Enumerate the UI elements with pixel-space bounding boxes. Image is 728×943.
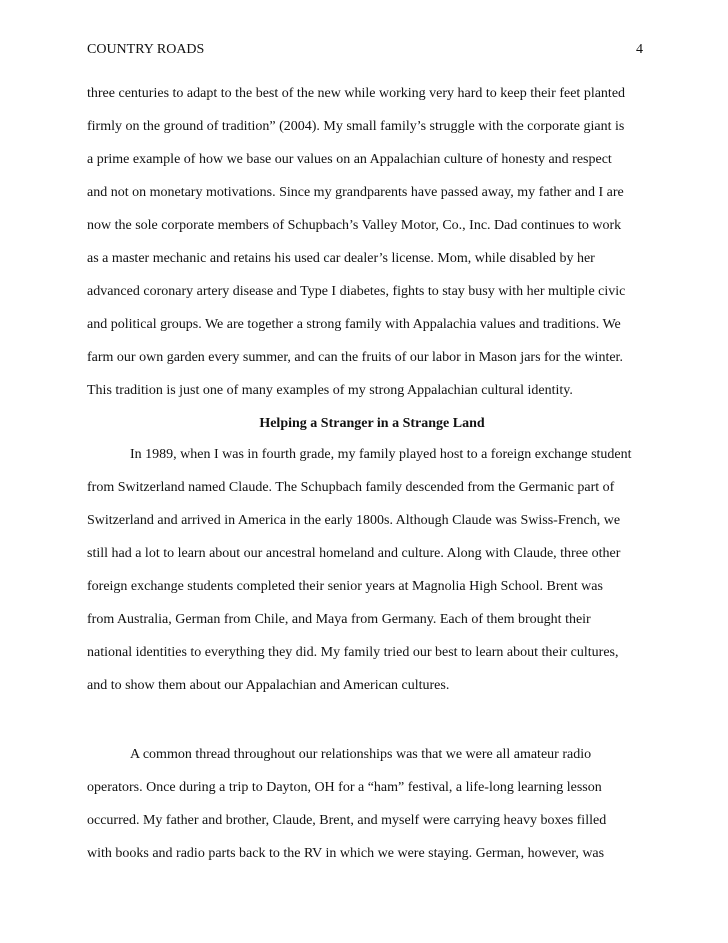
paragraph-3	[87, 745, 657, 877]
section-heading: Helping a Stranger in a Strange Land	[259, 416, 485, 431]
text-line: firmly on the ground of tradition” (2004). My small family’s struggle with the corporate giant is	[87, 119, 625, 134]
text-line: occurred. My father and brother, Claude, Brent, and myself were carrying heavy boxes filled	[87, 813, 607, 828]
running-head-title: COUNTRY ROADS	[87, 42, 205, 57]
text-line: A common thread throughout our relationships was that we were all amateur radio	[130, 747, 592, 762]
text-line: foreign exchange students completed their senior years at Magnolia High School. Brent was	[87, 579, 603, 594]
text-line: three centuries to adapt to the best of the new while working very hard to keep their feet planted	[87, 86, 626, 101]
text-line: from Australia, German from Chile, and Maya from Germany. Each of them brought their	[87, 612, 591, 627]
paragraph-spacer	[87, 709, 657, 745]
text-line: with books and radio parts back to the RV in which we were staying. German, however, was	[87, 846, 605, 861]
text-line: national identities to everything they did. My family tried our best to learn about their cultures,	[87, 645, 619, 660]
text-line: operators. Once during a trip to Dayton, OH for a “ham” festival, a life-long learning lesson	[87, 780, 602, 795]
text-line: In 1989, when I was in fourth grade, my family played host to a foreign exchange student	[130, 447, 632, 462]
document-body	[87, 84, 657, 877]
text-line: still had a lot to learn about our ancestral homeland and culture. Along with Claude, three other	[87, 546, 621, 561]
text-line: a prime example of how we base our values on an Appalachian culture of honesty and respect	[87, 152, 612, 167]
paragraph-1	[87, 84, 657, 414]
text-line: now the sole corporate members of Schupbach’s Valley Motor, Co., Inc. Dad continues to work	[87, 218, 622, 233]
text-line: and to show them about our Appalachian and American cultures.	[87, 678, 450, 693]
text-line: from Switzerland named Claude. The Schupbach family descended from the Germanic part of	[87, 480, 615, 495]
text-line: farm our own garden every summer, and can the fruits of our labor in Mason jars for the winter.	[87, 350, 623, 365]
text-line: as a master mechanic and retains his used car dealer’s license. Mom, while disabled by her	[87, 251, 595, 266]
running-head	[87, 40, 655, 60]
paragraph-2	[87, 445, 657, 709]
text-line: This tradition is just one of many examples of my strong Appalachian cultural identity.	[87, 383, 573, 398]
text-line: Switzerland and arrived in America in the early 1800s. Although Claude was Swiss-French, we	[87, 513, 621, 528]
page-number: 4	[636, 42, 643, 57]
text-line: and political groups. We are together a strong family with Appalachia values and traditions. We	[87, 317, 621, 332]
text-line: and not on monetary motivations. Since my grandparents have passed away, my father and I are	[87, 185, 624, 200]
text-line: advanced coronary artery disease and Type I diabetes, fights to stay busy with her multiple civic	[87, 284, 626, 299]
